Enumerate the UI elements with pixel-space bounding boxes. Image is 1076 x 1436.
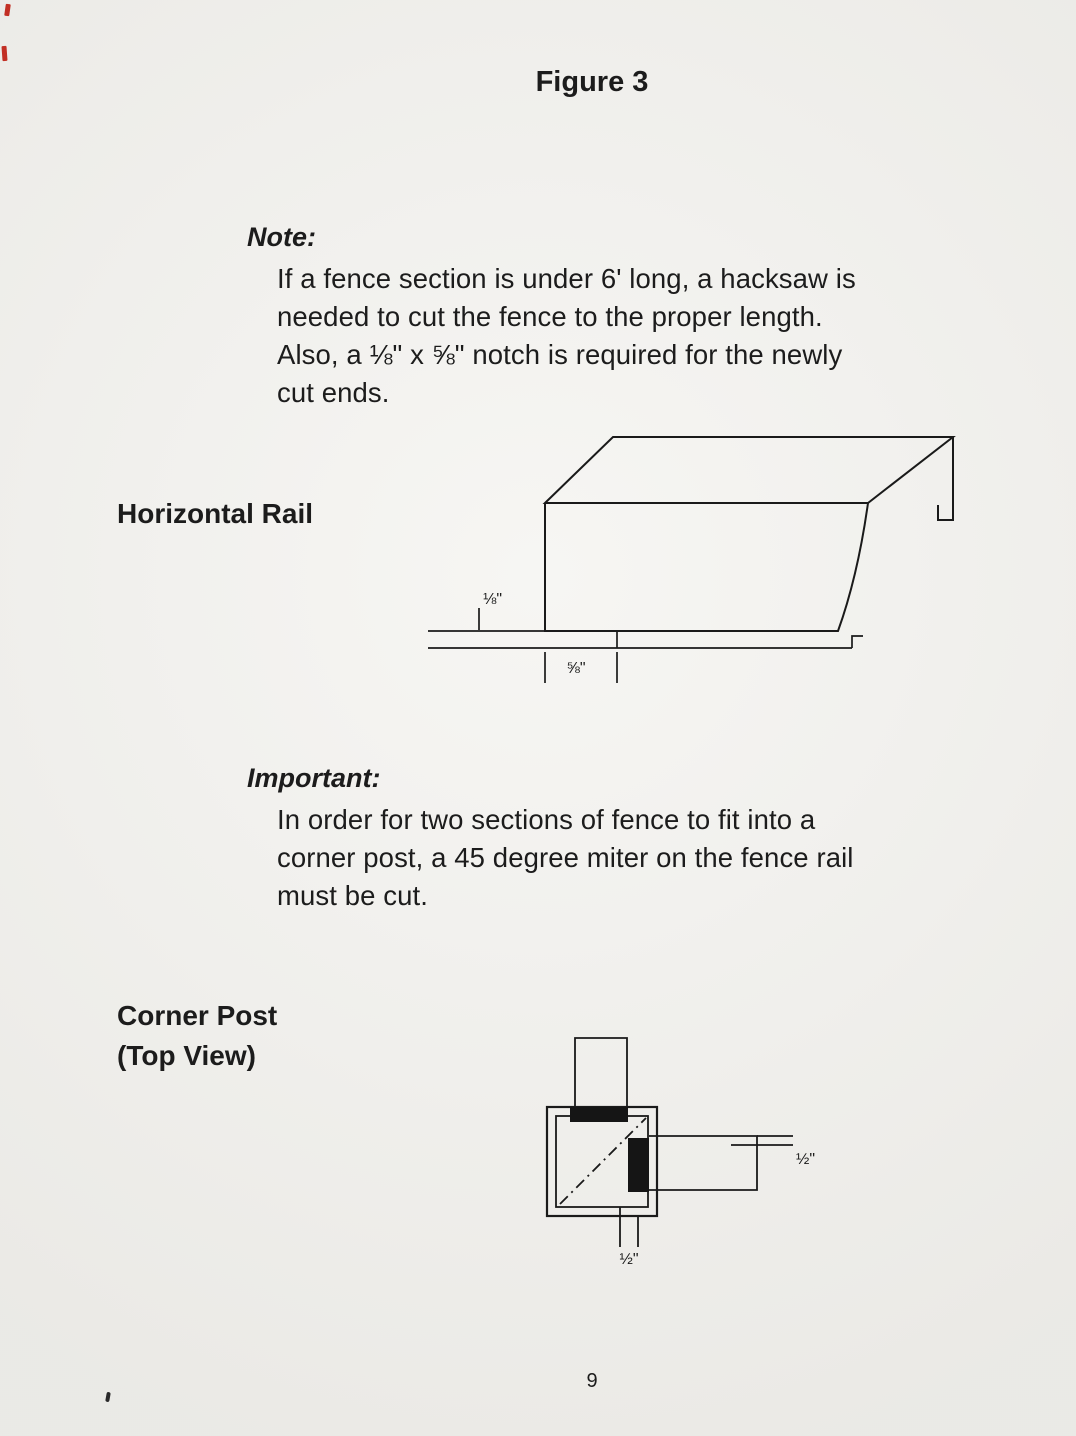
notch-height-dimension: ⅛" [483,591,503,608]
vertical-rail-outline [575,1038,627,1108]
horizontal-rail-diagram [420,425,980,695]
side-dimension: ½" [796,1151,816,1168]
horizontal-rail-label: Horizontal Rail [117,498,314,529]
important-heading: Important: [247,763,381,793]
page-number: 9 [586,1370,598,1392]
important-line: corner post, a 45 degree miter on the fence rail [277,842,854,873]
scan-artifact-red [1,46,7,61]
horizontal-rail-outline [649,1136,757,1190]
note-line: cut ends. [277,377,390,408]
corner-post-diagram [535,1030,855,1275]
note-line: needed to cut the fence to the proper length. [277,301,823,332]
rail-bottom-step [852,636,863,648]
bottom-dimension: ½" [619,1251,639,1268]
figure-title: Figure 3 [535,66,649,98]
note-paragraph [277,260,856,412]
corner-post-label-line1: Corner Post [117,1000,278,1031]
important-paragraph [277,801,854,915]
rail-end-cut-right [628,1138,649,1192]
rail-end-hook [938,437,953,520]
note-line: Also, a ⅛" x ⅝" notch is required for the newly [277,339,843,370]
important-line: In order for two sections of fence to fit into a [277,804,816,835]
scan-artifact-ink [105,1392,111,1403]
rail-front-face [545,503,868,631]
note-heading: Note: [247,222,316,252]
note-line: If a fence section is under 6' long, a hacksaw is [277,263,856,294]
important-line: must be cut. [277,880,428,911]
corner-post-label-line2: (Top View) [117,1040,256,1071]
rail-top-face [545,437,953,503]
corner-post-label [117,996,277,1076]
rail-end-cut-top [570,1107,628,1122]
notch-width-dimension: ⅝" [566,660,586,677]
scan-artifact-red [4,4,11,17]
